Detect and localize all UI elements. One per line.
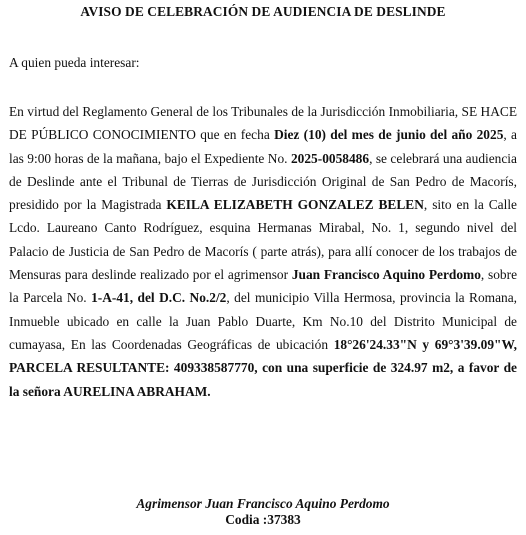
- surveyor-name: Juan Francisco Aquino Perdomo: [291, 267, 481, 283]
- body-text-segment: , sobre la Parcela No.: [9, 267, 518, 306]
- body-text-segment: En virtud del Reglamento General de los Tribunales de la Jurisdicción Inmobiliaria, SE HACE DE PÚBLICO CONOCIMIENTO que en fecha: [9, 104, 517, 143]
- body-text-segment: , se celebrará una audiencia de Deslinde ante el Tribunal de Tierras de Jurisdicción Original de San Pedro de Macorís, presidido por la Magistrada: [9, 150, 517, 213]
- signature-name: Agrimensor Juan Francisco Aquino Perdomo: [136, 496, 390, 511]
- body-text-segment: , a las 9:00 horas de la mañana, bajo el Expediente No.: [9, 127, 518, 166]
- judge-name: KEILA ELIZABETH GONZALEZ BELEN: [166, 197, 424, 213]
- body-text-segment: , del municipio Villa Hermosa, provincia la Romana, Inmueble ubicado en calle la Juan Pablo Duarte, Km No.10 del Distrito Municipal de cumayasa, En las Coordenadas Geográficas de ubicación: [9, 290, 518, 352]
- salutation: A quien pueda interesar:: [9, 55, 140, 70]
- codia-number: Codia :37383: [225, 512, 301, 527]
- signature-block: [0, 496, 526, 528]
- hearing-date: Diez (10) del mes de junio del año 2025: [274, 127, 504, 143]
- body-text-segment: , sito en la Calle Lcdo. Laureano Canto Rodríguez, esquina Hermanas Mirabal, No. 1, segundo nivel del Palacio de Justicia de San Pedro de Macorís ( parte atrás), para allí conocer de los trabajos de Mensuras para deslinde realizado por el agrimensor: [9, 197, 517, 283]
- notice-body: [9, 100, 517, 403]
- notice-title: AVISO DE CELEBRACIÓN DE AUDIENCIA DE DESLINDE: [80, 4, 446, 19]
- parcel-number: 1-A-41, del D.C. No.2/2: [91, 290, 227, 306]
- coordinates-and-result: 18°26'24.33"N y 69°3'39.09"W, PARCELA RESULTANTE: 409338587770, con una superficie de 324.97 m2, a favor de la señora AURELINA ABRAHAM.: [9, 336, 517, 399]
- case-number: 2025-0058486: [290, 150, 370, 166]
